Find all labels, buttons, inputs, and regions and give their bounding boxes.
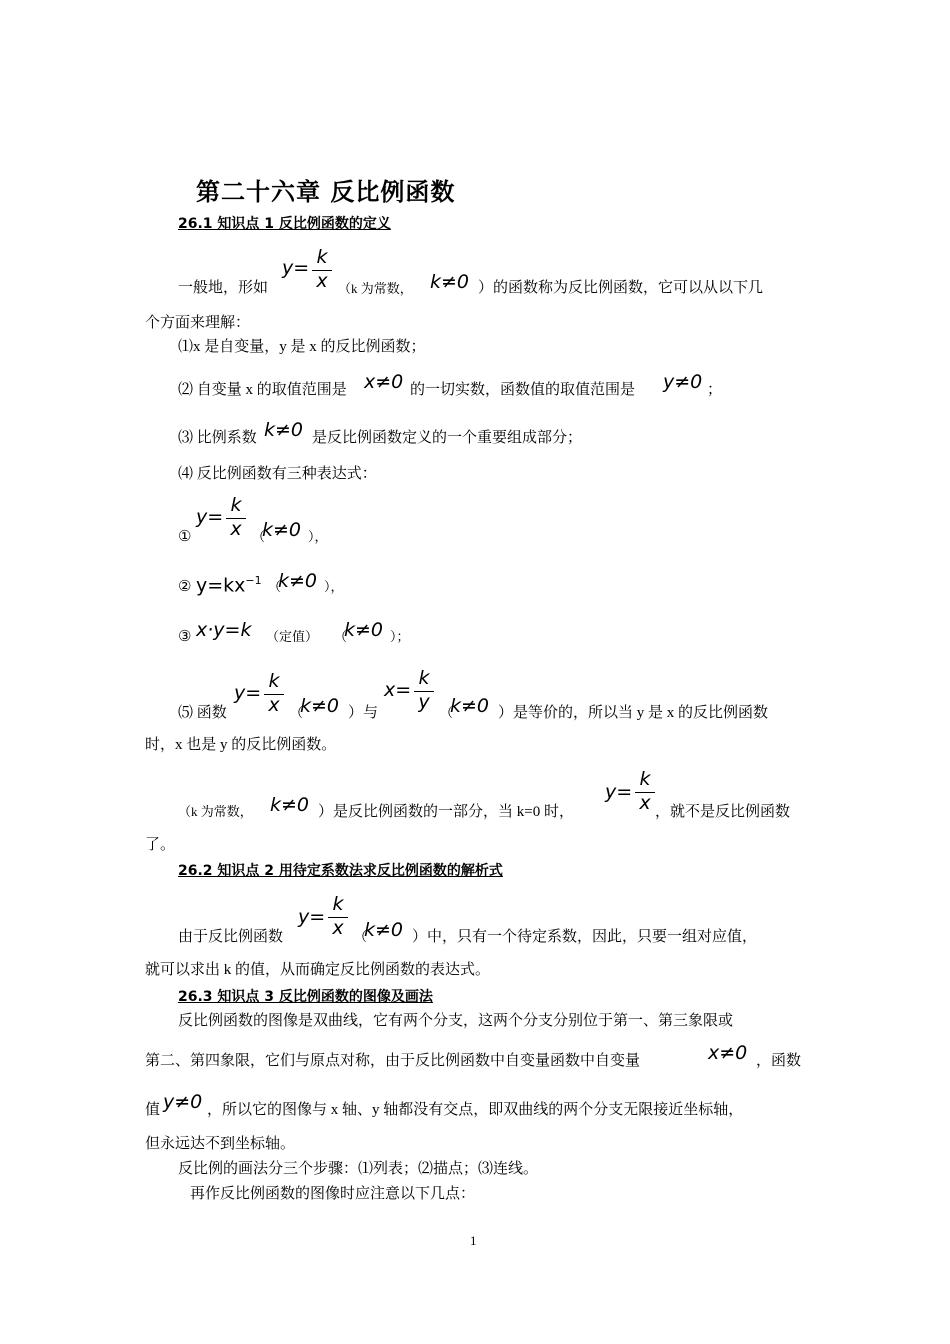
- p4-xne0: x≠0: [708, 1042, 748, 1064]
- expr-2-kne0: k≠0: [278, 570, 318, 592]
- fraction-denominator: y: [418, 691, 430, 713]
- p6-text: 再作反比例函数的图像时应注意以下几点：: [190, 1186, 476, 1202]
- fraction-numerator: k: [639, 768, 651, 790]
- p1-text-c: ）的函数称为反比例函数，它可以从以下几: [478, 280, 764, 296]
- fraction-numerator: k: [418, 667, 430, 689]
- page-number: 1: [470, 1233, 477, 1248]
- item-5-text-b: ）与: [348, 705, 379, 721]
- chapter-title: 第二十六章 反比例函数: [196, 178, 456, 206]
- p1-text-b: （k 为常数，: [338, 281, 413, 296]
- item-4: ⑷ 反比例函数有三种表达式：: [178, 466, 377, 482]
- item-5-text-a: ⑸ 函数: [178, 705, 227, 721]
- section-heading-2: 26.2 知识点 2 用待定系数法求反比例函数的解析式: [178, 863, 503, 879]
- expr-1-kne0: k≠0: [262, 519, 302, 541]
- p2-text-a: （k 为常数，: [178, 804, 253, 819]
- item-5-kne0-1: k≠0: [300, 695, 340, 717]
- circled-2: ②: [178, 579, 192, 595]
- expr-2-ykx: y=kx: [196, 574, 246, 597]
- p3-paren-open: （: [354, 929, 368, 944]
- expr-3-paren-open: （: [334, 629, 348, 644]
- fraction-numerator: k: [316, 246, 328, 268]
- expr-1-fraction: [226, 494, 246, 542]
- item-5-y: y=: [234, 682, 262, 704]
- item-5-fraction-2: [414, 667, 434, 715]
- fraction-numerator: k: [268, 670, 280, 692]
- circled-3: ③: [178, 629, 192, 645]
- expr-2-math: [196, 571, 262, 595]
- p4-text-c: ，函数: [756, 1053, 802, 1069]
- p4-text-b: 第二、第四象限，它们与原点对称，由于反比例函数中自变量函数中自变量: [145, 1053, 641, 1069]
- item-5-text-c: ）是等价的，所以当 y 是 x 的反比例函数: [498, 705, 769, 721]
- section-heading-3: 26.3 知识点 3 反比例函数的图像及画法: [178, 989, 433, 1005]
- fraction-numerator: k: [332, 893, 344, 915]
- item-3-math-kne0: k≠0: [264, 419, 304, 441]
- item-5-fraction-1: [264, 670, 284, 718]
- fraction-denominator: x: [332, 917, 344, 939]
- item-5-text-d: 时，x 也是 y 的反比例函数。: [145, 737, 337, 753]
- expr-1-paren-open: （: [252, 529, 266, 544]
- item-2-text-a: ⑵ 自变量 x 的取值范围是: [178, 382, 347, 398]
- p4-text-d: 值: [145, 1102, 161, 1118]
- fraction-denominator: x: [316, 270, 328, 292]
- p3-kne0: k≠0: [364, 919, 404, 941]
- p1-fraction: [312, 246, 332, 294]
- item-3-text-a: ⑶ 比例系数: [178, 430, 257, 446]
- fraction-denominator: x: [268, 694, 280, 716]
- item-2-text-b: 的一切实数，函数值的取值范围是: [410, 382, 636, 398]
- section-heading-1: 26.1 知识点 1 反比例函数的定义: [178, 216, 391, 232]
- p1-math-y: y=: [282, 257, 310, 279]
- item-5-x: x=: [384, 679, 412, 701]
- p2-y: y=: [605, 781, 633, 803]
- item-5-kne0-2: k≠0: [450, 695, 490, 717]
- p2-kne0: k≠0: [270, 794, 310, 816]
- item-2-math-yne0: y≠0: [663, 371, 703, 393]
- p2-text-d: 了。: [145, 837, 176, 853]
- p3-fraction: [328, 893, 348, 941]
- expr-3-kne0: k≠0: [344, 619, 384, 641]
- p3-text-b: ）中，只有一个待定系数，因此，只要一组对应值，: [412, 929, 758, 945]
- p1-math-kne0: k≠0: [430, 271, 470, 293]
- item-3-text-b: 是反比例函数定义的一个重要组成部分；: [312, 430, 583, 446]
- p4-yne0: y≠0: [163, 1091, 203, 1113]
- p4-text-f: 但永远达不到坐标轴。: [145, 1136, 296, 1152]
- expr-3-const: （定值）: [266, 629, 319, 644]
- p4-text-a: 反比例函数的图像是双曲线，它有两个分支，这两个分支分别位于第一、第三象限或: [178, 1013, 734, 1029]
- p2-fraction: [635, 768, 655, 816]
- p1-text-d: 个方面来理解：: [145, 315, 251, 331]
- fraction-numerator: k: [230, 494, 242, 516]
- p2-text-c: ，就不是反比例函数: [655, 804, 791, 820]
- p3-y: y=: [298, 906, 326, 928]
- expr-3-math: x·y=k: [196, 619, 252, 641]
- expr-1-y: y=: [196, 506, 224, 528]
- item-2-math-xne0: x≠0: [364, 371, 404, 393]
- p3-text-a: 由于反比例函数: [178, 929, 284, 945]
- p3-text-c: 就可以求出 k 的值，从而确定反比例函数的表达式。: [145, 962, 491, 978]
- expr-3-paren-close: ）；: [390, 629, 410, 644]
- item-5-paren-open-2: （: [440, 705, 454, 720]
- expr-2-exponent: −1: [245, 574, 262, 587]
- circled-1: ①: [178, 529, 192, 545]
- fraction-denominator: x: [230, 518, 242, 540]
- item-2-text-c: ；: [707, 382, 723, 398]
- item-5-paren-open-1: （: [290, 705, 304, 720]
- expr-1-paren-close: ），: [308, 529, 328, 544]
- expr-2-paren-open: （: [268, 579, 282, 594]
- p4-text-e: ，所以它的图像与 x 轴、y 轴都没有交点，即双曲线的两个分支无限接近坐标轴，: [207, 1102, 744, 1118]
- p1-text-a: 一般地，形如: [178, 280, 269, 296]
- p5-text: 反比例的画法分三个步骤：⑴列表；⑵描点；⑶连线。: [178, 1161, 539, 1177]
- item-1: ⑴x 是自变量，y 是 x 的反比例函数；: [178, 339, 426, 355]
- p2-text-b: ）是反比例函数的一部分，当 k=0 时，: [318, 804, 574, 820]
- expr-2-paren-close: ），: [324, 579, 344, 594]
- fraction-denominator: x: [639, 792, 651, 814]
